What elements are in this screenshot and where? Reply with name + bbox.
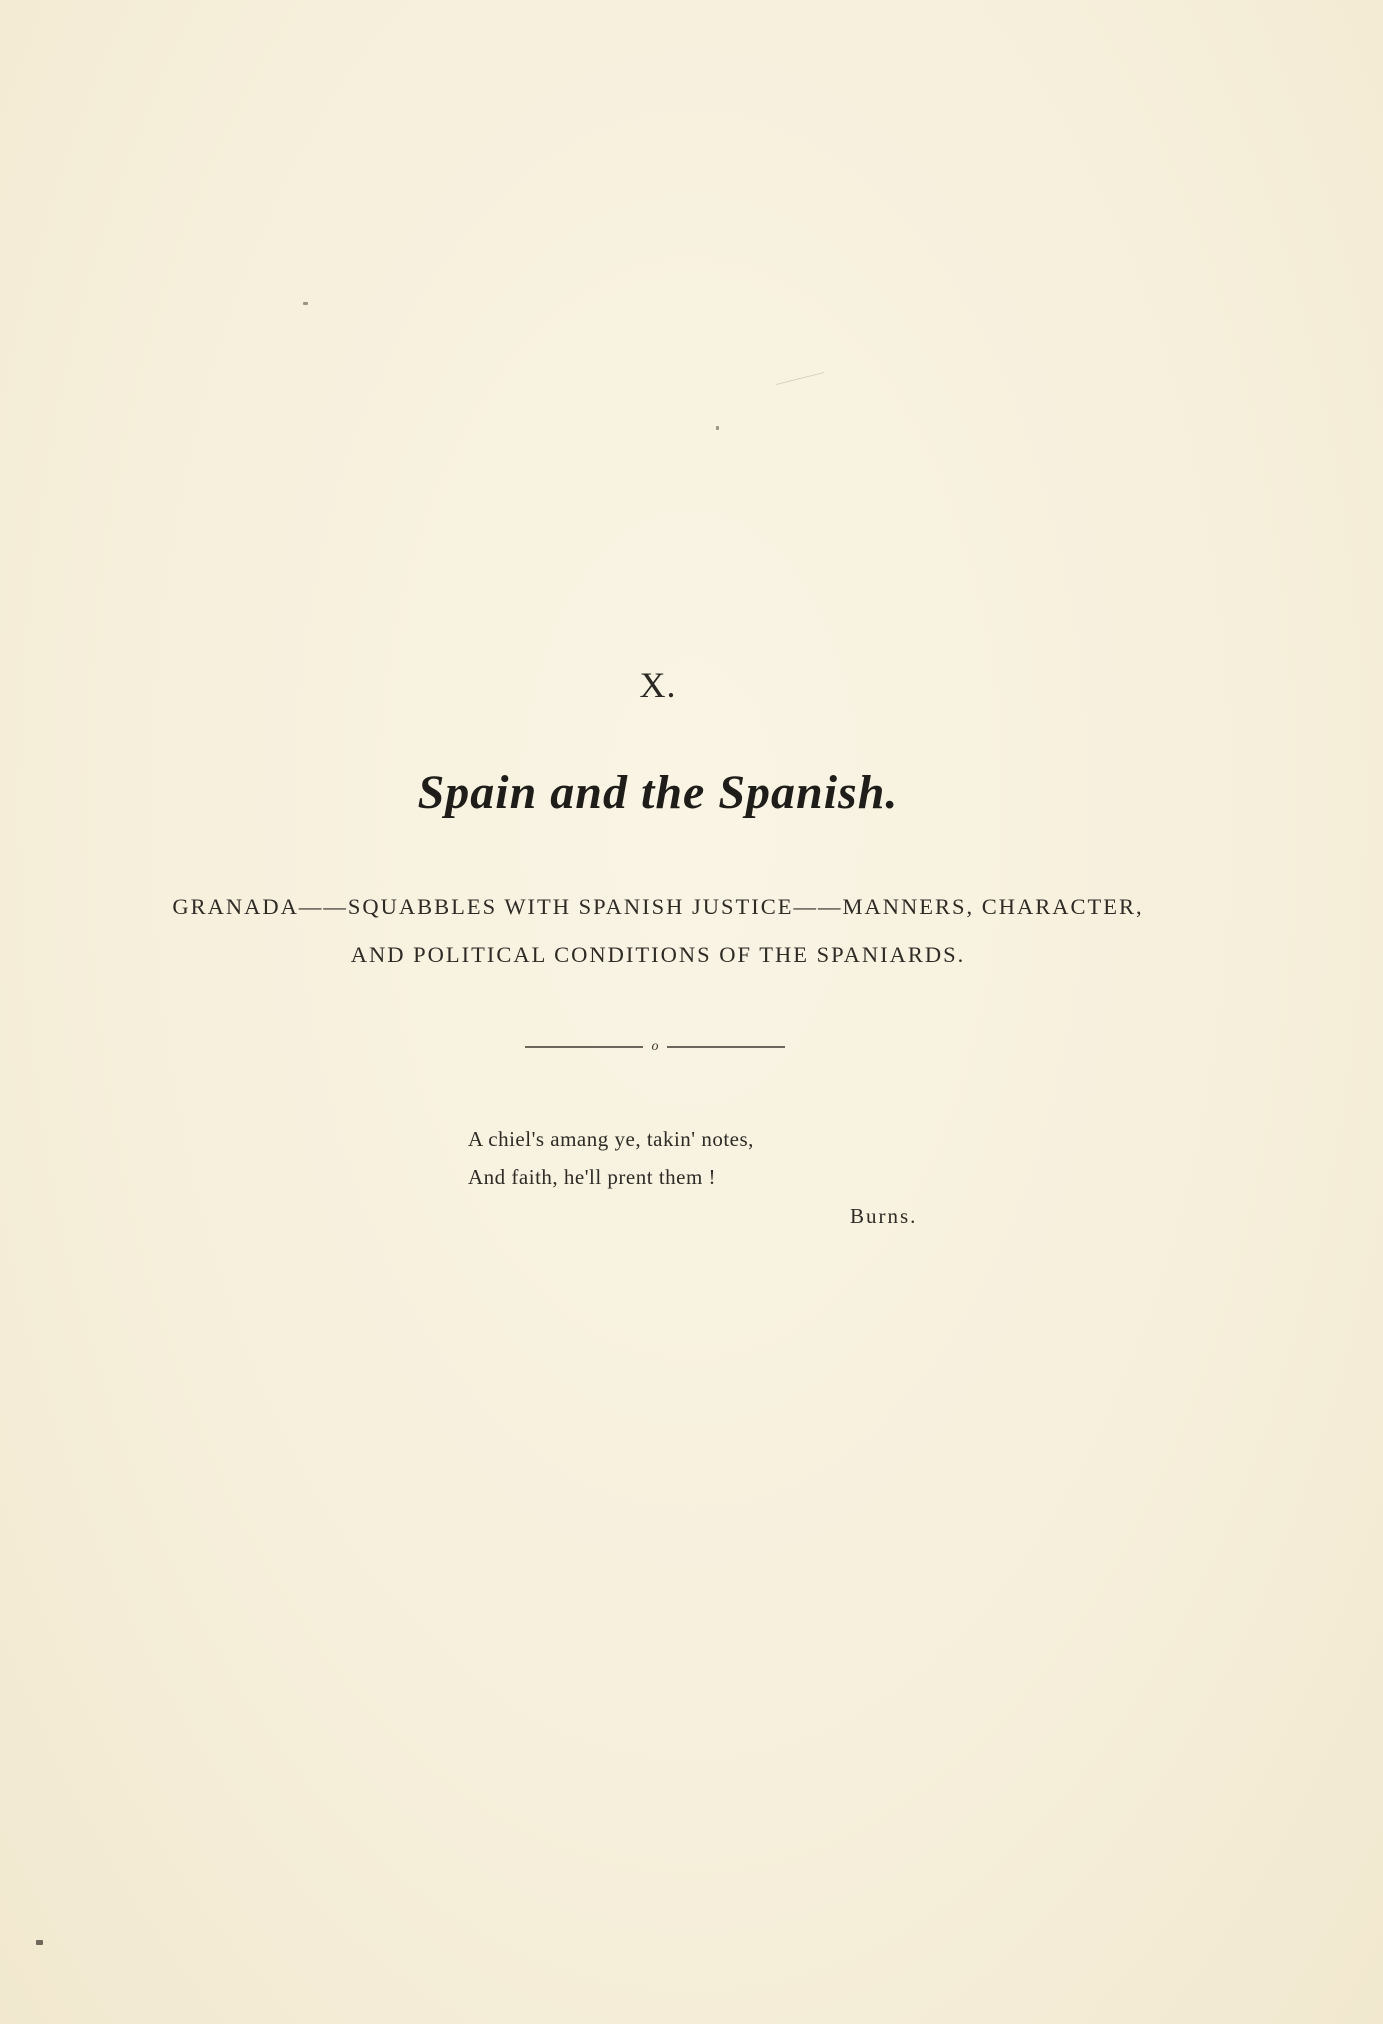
chapter-title: Spain and the Spanish.	[417, 766, 899, 819]
divider-glyph: o	[651, 1039, 659, 1052]
chapter-summary-line-1: GRANADA——SQUABBLES WITH SPANISH JUSTICE——MANNERS, CHARACTER,	[172, 894, 1144, 919]
epigraph-line-1: A chiel's amang ye, takin' notes,	[468, 1127, 754, 1151]
paper-mark	[776, 372, 825, 385]
epigraph-attribution	[850, 1204, 917, 1229]
paper-speck	[716, 426, 719, 430]
attribution-text: Burns.	[850, 1204, 918, 1228]
ornamental-divider	[525, 1038, 785, 1052]
chapter-summary-line-2: AND POLITICAL CONDITIONS OF THE SPANIARDS.	[350, 942, 966, 967]
chapter-number: X.	[639, 665, 677, 705]
paper-speck	[36, 1940, 43, 1945]
epigraph-line-2: And faith, he'll prent them !	[468, 1165, 717, 1189]
paper-speck	[303, 302, 308, 305]
